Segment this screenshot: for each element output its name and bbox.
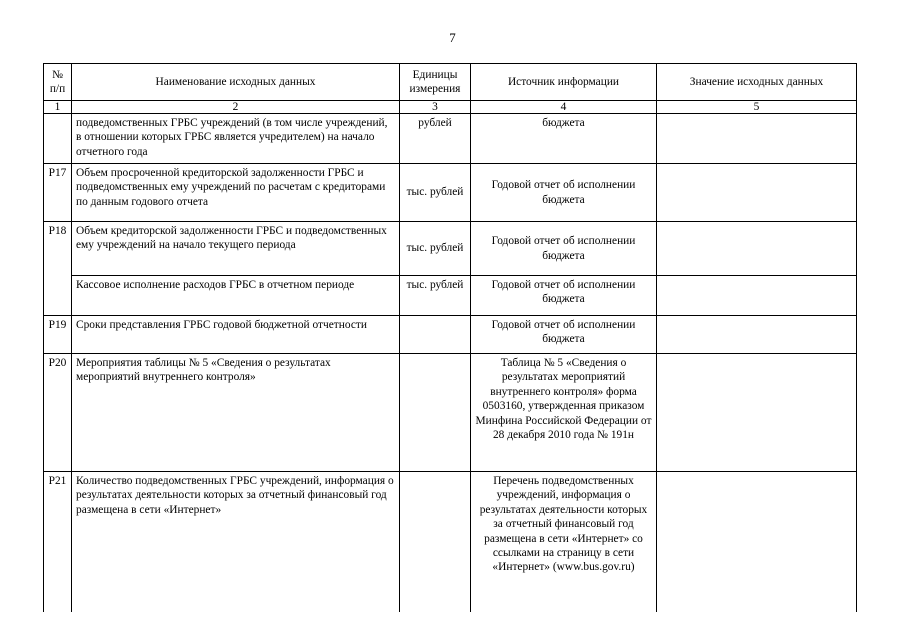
row-unit: тыс. рублей	[400, 222, 471, 276]
row-source: Годовой отчет об исполнении бюджета	[471, 276, 657, 316]
header-value: Значение исходных данных	[657, 64, 857, 101]
row-number: Р17	[44, 164, 72, 222]
header-source: Источник информации	[471, 64, 657, 101]
row-name: Кассовое исполнение расходов ГРБС в отчетном периоде	[72, 276, 400, 316]
header-num: № п/п	[44, 64, 72, 101]
row-value	[657, 114, 857, 164]
table-row	[44, 222, 857, 276]
row-number: Р18	[44, 222, 72, 316]
row-name: Объем просроченной кредиторской задолженности ГРБС и подведомственных ему учреждений по расчетам с кредиторами по данным годового отчета	[72, 164, 400, 222]
row-number: Р19	[44, 316, 72, 354]
row-unit: рублей	[400, 114, 471, 164]
page-number: 7	[449, 30, 456, 45]
row-name: Количество подведомственных ГРБС учреждений, информация о результатах деятельности которых за отчетный финансовый год размещена в сети «Интернет»	[72, 472, 400, 612]
row-source: бюджета	[471, 114, 657, 164]
row-number: Р21	[44, 472, 72, 612]
row-source: Годовой отчет об исполнении бюджета	[471, 222, 657, 276]
source-data-table	[43, 63, 857, 612]
column-number: 3	[400, 101, 471, 114]
table-row	[44, 354, 857, 472]
table-row	[44, 114, 857, 164]
row-source: Годовой отчет об исполнении бюджета	[471, 164, 657, 222]
header-name: Наименование исходных данных	[72, 64, 400, 101]
row-unit: тыс. рублей	[400, 164, 471, 222]
row-unit: тыс. рублей	[400, 276, 471, 316]
row-value	[657, 222, 857, 276]
row-name: Сроки представления ГРБС годовой бюджетной отчетности	[72, 316, 400, 354]
row-number: Р20	[44, 354, 72, 472]
row-name: Мероприятия таблицы № 5 «Сведения о результатах мероприятий внутреннего контроля»	[72, 354, 400, 472]
row-unit	[400, 472, 471, 612]
row-source: Годовой отчет об исполнении бюджета	[471, 316, 657, 354]
table-row	[44, 316, 857, 354]
table-row	[44, 164, 857, 222]
table-header-row	[44, 64, 857, 101]
column-number: 2	[72, 101, 400, 114]
row-name: подведомственных ГРБС учреждений (в том числе учреждений, в отношении которых ГРБС является учредителем) на начало отчетного года	[72, 114, 400, 164]
row-value	[657, 472, 857, 612]
row-unit	[400, 354, 471, 472]
row-name: Объем кредиторской задолженности ГРБС и подведомственных ему учреждений на начало текущего периода	[72, 222, 400, 276]
column-number-row	[44, 101, 857, 114]
row-value	[657, 354, 857, 472]
table-row	[44, 472, 857, 612]
row-source: Перечень подведомственных учреждений, информация о результатах деятельности которых за отчетный финансовый год размещена в сети «Интернет» со ссылками на страницу в сети «Интернет» (www.bus.gov.ru)	[471, 472, 657, 612]
row-value	[657, 164, 857, 222]
column-number: 4	[471, 101, 657, 114]
row-value	[657, 276, 857, 316]
header-unit: Единицы измерения	[400, 64, 471, 101]
row-unit	[400, 316, 471, 354]
row-number	[44, 114, 72, 164]
row-value	[657, 316, 857, 354]
row-source: Таблица № 5 «Сведения о результатах мероприятий внутреннего контроля» форма 0503160, утвержденная приказом Минфина Российской Федерации от 28 декабря 2010 года № 191н	[471, 354, 657, 472]
column-number: 5	[657, 101, 857, 114]
table-row	[44, 276, 857, 316]
column-number: 1	[44, 101, 72, 114]
